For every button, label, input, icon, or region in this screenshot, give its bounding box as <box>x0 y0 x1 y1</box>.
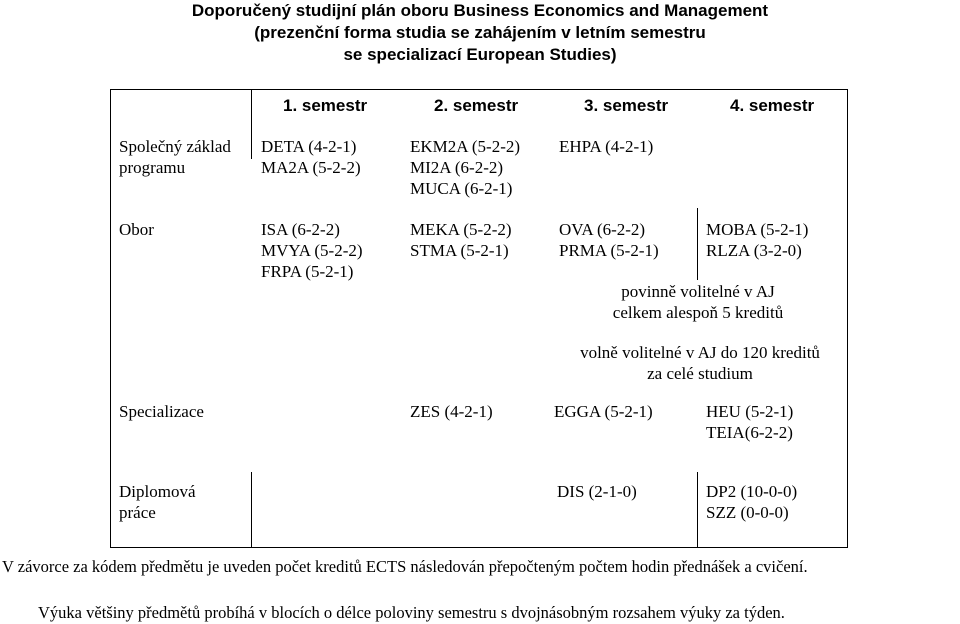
course-item: OVA (6-2-2) <box>559 220 646 239</box>
row-label-obor: Obor <box>119 220 154 239</box>
row-label-line-2: programu <box>119 158 186 177</box>
course-item: MI2A (6-2-2) <box>410 158 504 177</box>
course-item: SZZ (0-0-0) <box>706 503 789 522</box>
course-item: DETA (4-2-1) <box>261 137 357 156</box>
cell-obor-s4 <box>706 219 808 261</box>
course-item: MVYA (5-2-2) <box>261 241 363 260</box>
row-label-line-2: práce <box>119 503 156 522</box>
footnote-ects: V závorce za kódem předmětu je uveden počet kreditů ECTS následován přepočteným počtem hodin přednášek a cvičení. <box>2 557 808 576</box>
title-line-1: Doporučený studijní plán oboru Business Economics and Management <box>191 1 769 20</box>
course-item: MOBA (5-2-1) <box>706 220 809 239</box>
course-item: STMA (5-2-1) <box>410 241 509 260</box>
row-label-diplomova-prace <box>119 481 196 523</box>
column-divider-left-lower <box>251 472 252 548</box>
semester-header-4: 4. semestr <box>730 96 815 115</box>
course-item: EKM2A (5-2-2) <box>410 137 521 156</box>
elective-required-line-2: celkem alespoň 5 kreditů <box>612 303 784 322</box>
title-line-3: se specializací European Studies) <box>343 45 617 64</box>
course-item: MUCA (6-2-1) <box>410 179 513 198</box>
semester-header-3: 3. semestr <box>584 96 669 115</box>
column-divider-right-lower <box>697 472 698 548</box>
page-title <box>0 0 960 66</box>
column-divider-left <box>251 89 252 159</box>
cell-obor-s3 <box>559 219 659 261</box>
elective-required-line-1: povinně volitelné v AJ <box>621 282 775 301</box>
cell-spolecny-s2 <box>410 136 520 199</box>
course-item: MA2A (5-2-2) <box>261 158 361 177</box>
cell-obor-s1 <box>261 219 363 282</box>
elective-free-line-2: za celé studium <box>647 364 753 383</box>
row-label-spolecny-zaklad <box>119 136 231 178</box>
course-item: ISA (6-2-2) <box>261 220 340 239</box>
cell-spolecny-s3 <box>559 136 653 157</box>
course-item: FRPA (5-2-1) <box>261 262 354 281</box>
title-line-2: (prezenční forma studia se zahájením v letním semestru <box>254 23 706 42</box>
column-divider-right <box>697 208 698 280</box>
cell-diplomova-s4 <box>706 481 797 523</box>
elective-free-line-1: volně volitelné v AJ do 120 kreditů <box>580 343 820 362</box>
course-item: MEKA (5-2-2) <box>410 220 512 239</box>
course-item: RLZA (3-2-0) <box>706 241 802 260</box>
row-label-line-1: Společný základ <box>119 137 231 156</box>
elective-free-note <box>540 342 860 384</box>
course-item: PRMA (5-2-1) <box>559 241 659 260</box>
row-label-specializace: Specializace <box>119 402 204 421</box>
elective-required-note <box>570 281 826 323</box>
cell-specializace-s4 <box>706 401 793 443</box>
cell-spolecny-s1 <box>261 136 361 178</box>
cell-diplomova-s3: DIS (2-1-0) <box>557 482 637 501</box>
semester-header-1: 1. semestr <box>283 96 368 115</box>
course-item: HEU (5-2-1) <box>706 402 794 421</box>
course-item: EHPA (4-2-1) <box>559 137 654 156</box>
cell-obor-s2 <box>410 219 512 261</box>
cell-specializace-s3: EGGA (5-2-1) <box>554 402 653 421</box>
row-label-line-1: Diplomová <box>119 482 196 501</box>
course-item: TEIA(6-2-2) <box>706 423 793 442</box>
semester-header-2: 2. semestr <box>434 96 519 115</box>
cell-specializace-s2: ZES (4-2-1) <box>410 402 493 421</box>
course-item: DP2 (10-0-0) <box>706 482 798 501</box>
footnote-blocks: Výuka většiny předmětů probíhá v blocích o délce poloviny semestru s dvojnásobným rozsahem výuky za týden. <box>38 603 785 622</box>
